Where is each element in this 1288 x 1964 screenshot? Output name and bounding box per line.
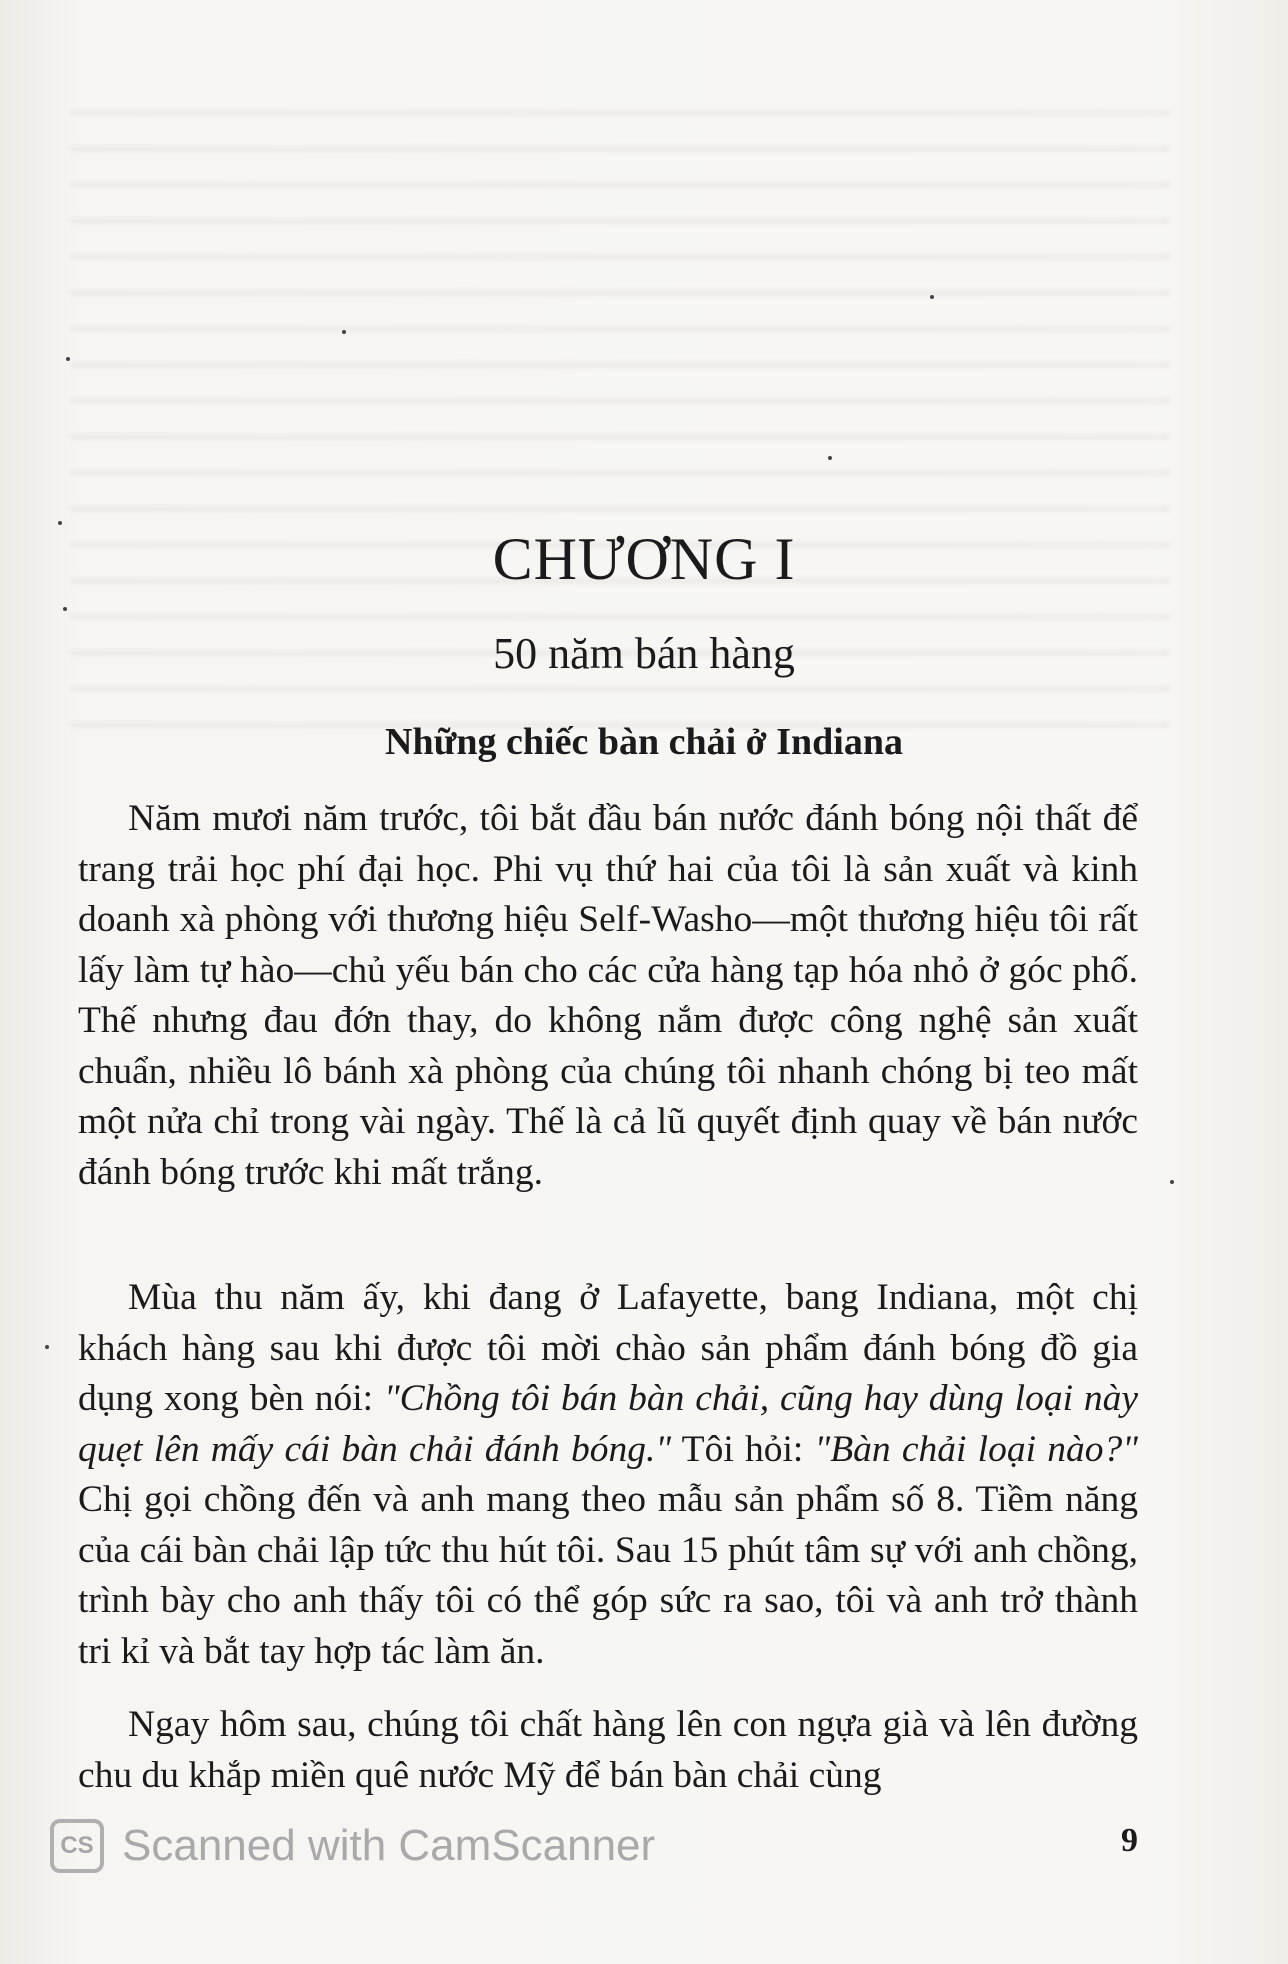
paragraph-3: Ngay hôm sau, chúng tôi chất hàng lên con ngựa già và lên đường chu du khắp miền quê nước Mỹ để bán bàn chải cùng [78, 1704, 1138, 1796]
paragraph-2-quote-1: "Chồng tôi bán bàn chải, cũng hay dùng loại này quẹt lên mấy cái bàn chải đánh bóng." [78, 1378, 1138, 1470]
camscanner-watermark [50, 1818, 655, 1874]
page-number: 9 [1121, 1822, 1138, 1859]
chapter-title: CHƯƠNG I [492, 526, 796, 592]
paragraph-1: Năm mươi năm trước, tôi bắt đầu bán nước đánh bóng nội thất để trang trải học phí đại học. Phi vụ thứ hai của tôi là sản xuất và kinh doanh xà phòng với thương hiệu Self-Washo—một thương hiệu tôi rất lấy làm tự hào—chủ yếu bán cho các cửa hàng tạp hóa nhỏ ở góc phố. Thế nhưng đau đớn thay, do không nắm được công nghệ sản xuất chuẩn, nhiều lô bánh xà phòng của chúng tôi nhanh chóng bị teo mất một nửa chỉ trong vài ngày. Thế là cả lũ quyết định quay về bán nước đánh bóng trước khi mất trắng. [78, 798, 1138, 1193]
speck [66, 357, 70, 361]
paragraph-2-text: Mùa thu năm ấy, khi đang ở Lafayette, bang Indiana, một chị khách hàng sau khi được tôi mời chào sản phẩm đánh bóng đồ gia dụng xong bèn nói: [78, 1277, 1138, 1419]
camscanner-logo-icon: CS [50, 1819, 104, 1873]
speck [63, 607, 67, 611]
paragraph-2-quote-2: "Bàn chải loại nào?" [814, 1428, 1138, 1470]
paragraph-2-text: Tôi hỏi: [671, 1428, 815, 1470]
watermark-text: Scanned with CamScanner [122, 1821, 656, 1870]
speck [930, 295, 934, 299]
speck [828, 456, 832, 460]
section-heading: Những chiếc bàn chải ở Indiana [385, 721, 903, 763]
speck [45, 1345, 49, 1349]
paragraph-2-text: Chị gọi chồng đến và anh mang theo mẫu sản phẩm số 8. Tiềm năng của cái bàn chải lập tức thu hút tôi. Sau 15 phút tâm sự với anh chồng, trình bày cho anh thấy tôi có thể góp sức ra sao, tôi và anh trở thành tri kỉ và bắt tay hợp tác làm ăn. [78, 1479, 1138, 1672]
paragraph-2 [78, 1273, 1138, 1677]
speck [1170, 1180, 1174, 1184]
chapter-subtitle: 50 năm bán hàng [493, 629, 795, 678]
speck [342, 330, 346, 334]
